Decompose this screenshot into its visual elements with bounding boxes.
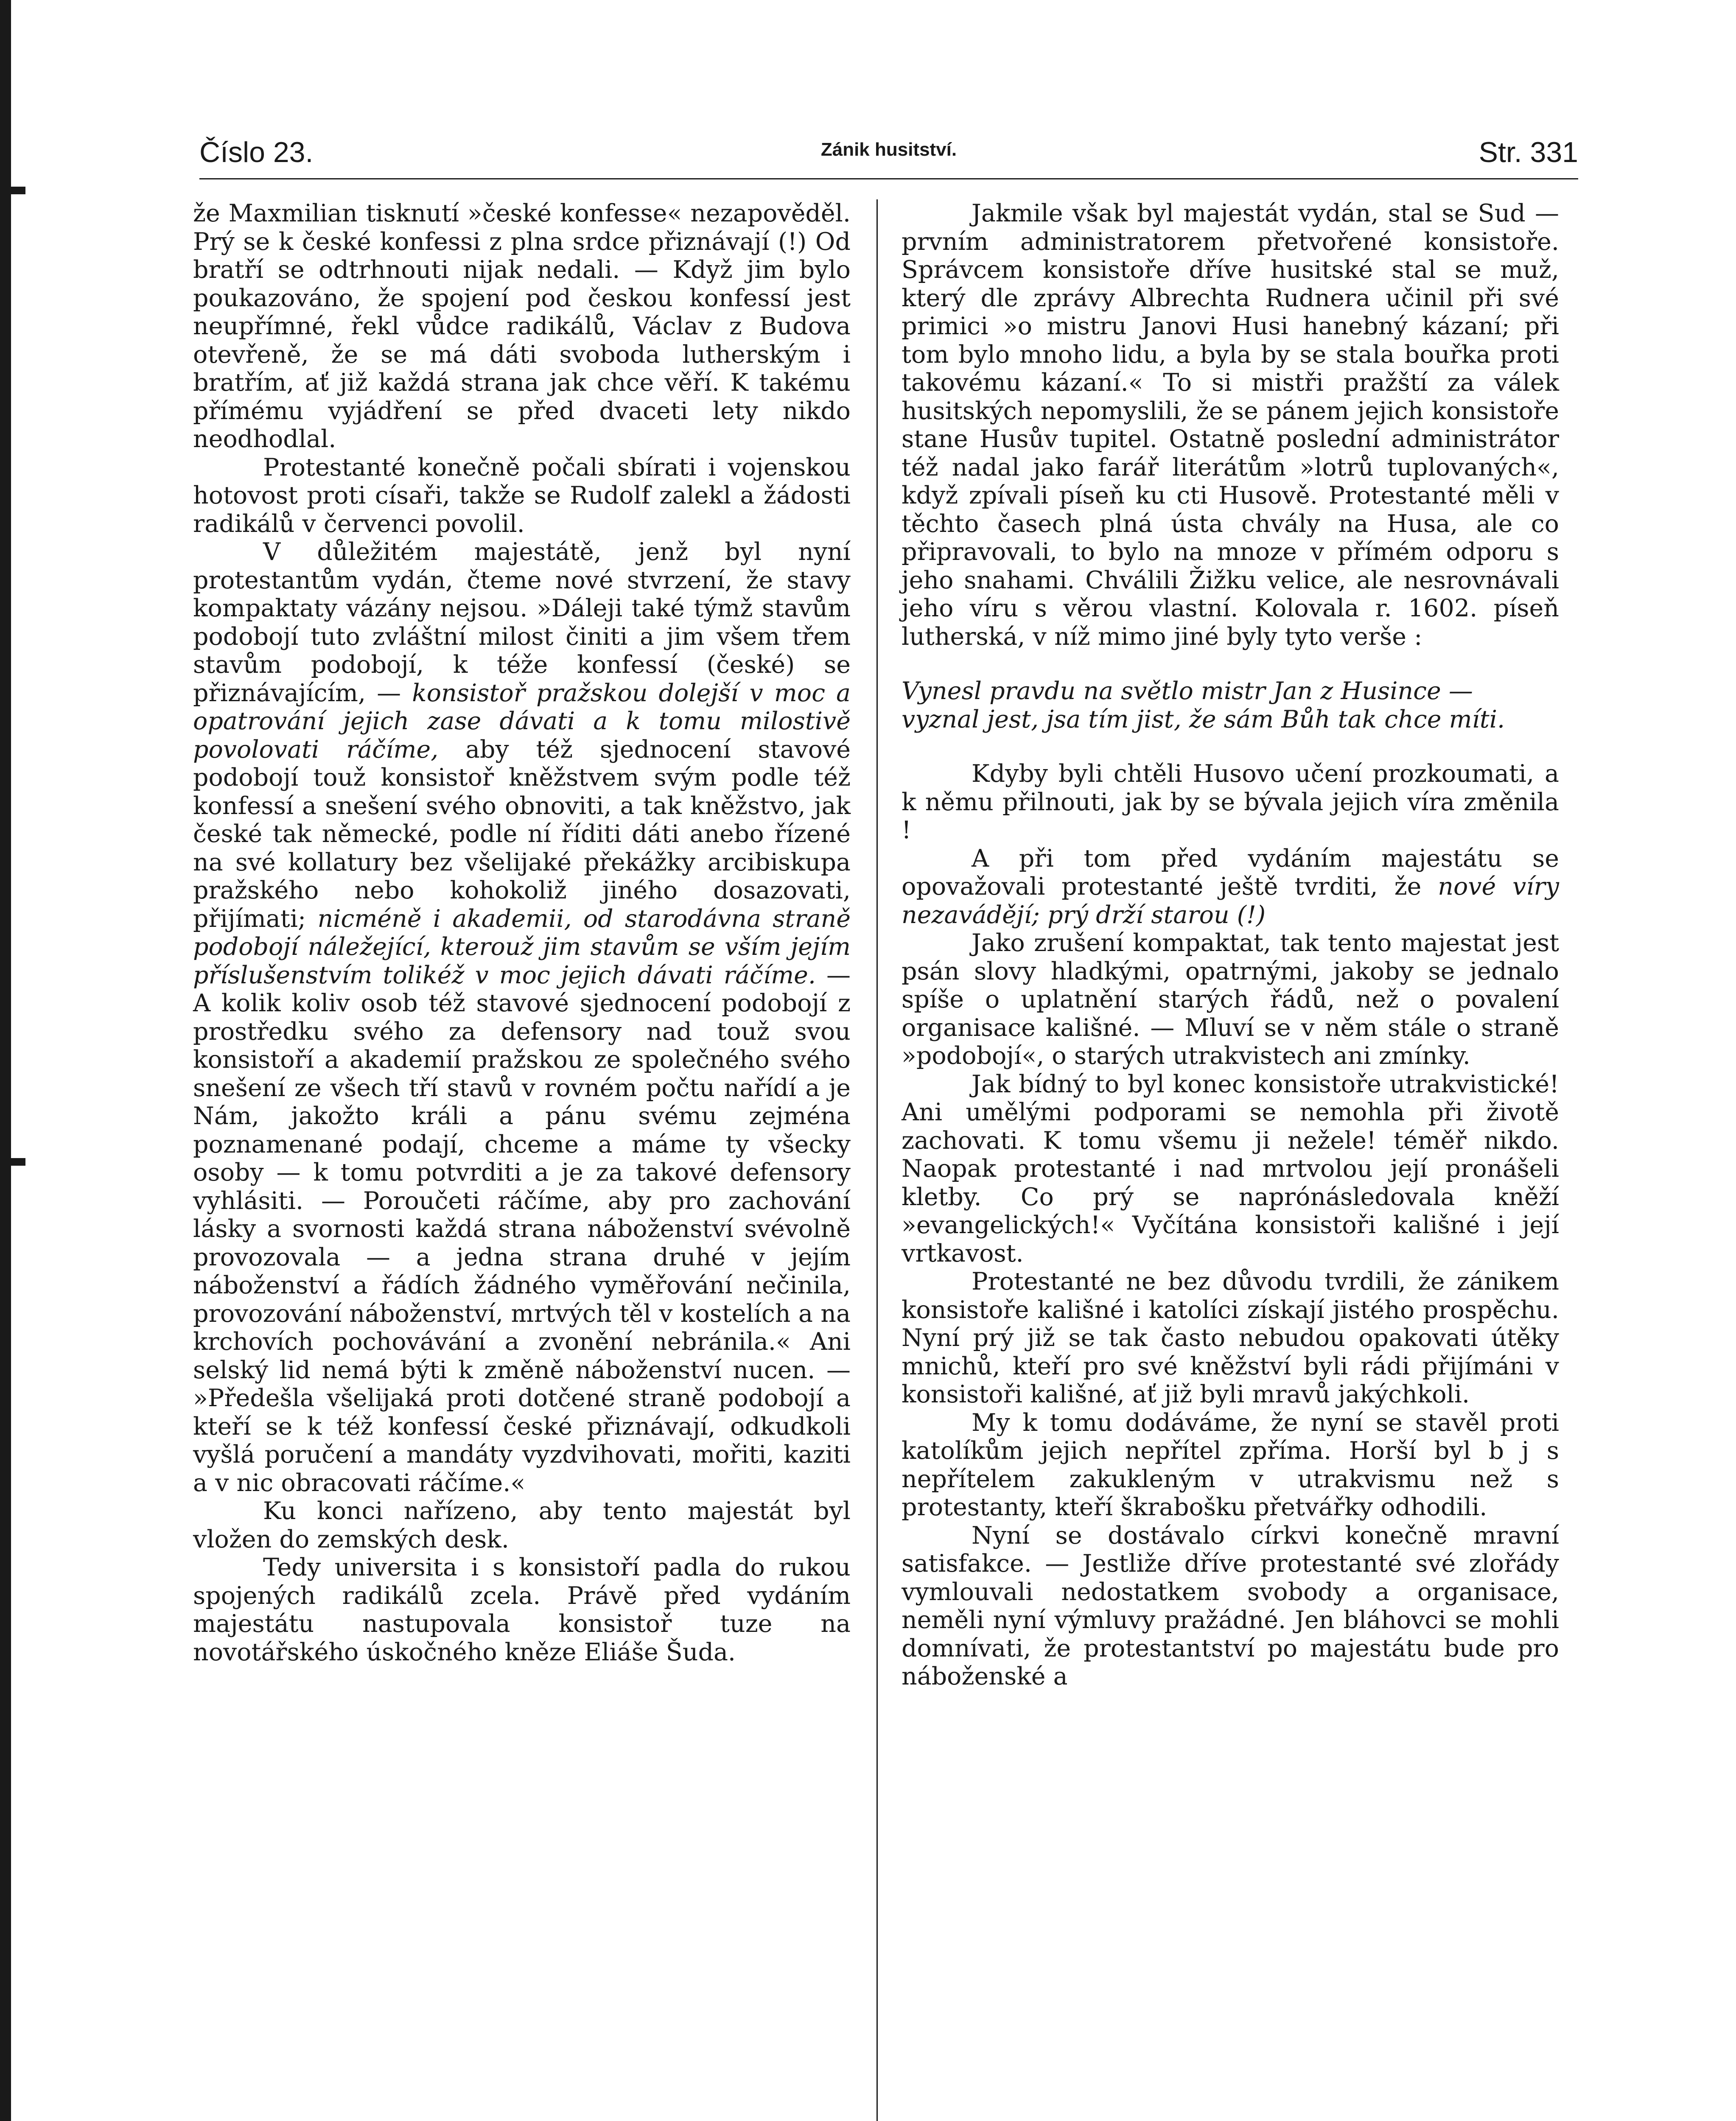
paragraph-text: V důležitém majestátě, jenž byl nyní protestantům vydán, čteme nové stvrzení, že stavy kompaktaty vázány nejsou. »Dáleji také týmž stavům podobojí tuto zvláštní milost činiti a jim všem třem stavům podobojí, k téže konfessí (české) se přiznávajícím, — bbox=[193, 538, 851, 707]
paragraph: Jak bídný to byl konec konsistoře utrakvistické! Ani umělými podporami se nemohla při životě zachovati. K tomu všemu ji nežele! téměř nikdo. Naopak protestanté i nad mrtvolou její pronášeli kletby. Co prý se naprónásledovala kněží »evangelických!« Vyčítána konsistoři kališné i její vrtkavost. bbox=[902, 1070, 1559, 1268]
paragraph: Tedy universita i s konsistoří padla do rukou spojených radikálů zcela. Právě před vydáním majestátu nastupovala konsistoř tuze na novotářského úskočného kněze Eliáše Šuda. bbox=[193, 1553, 851, 1666]
verse-line: Vynesl pravdu na světlo mistr Jan z Husince — bbox=[902, 677, 1473, 705]
running-header bbox=[199, 136, 1578, 182]
verse-line: vyznal jest, jsa tím jist, že sám Bůh tak chce míti. bbox=[902, 705, 1505, 733]
paragraph: Nyní se dostávalo církvi konečně mravní satisfakce. — Jestliže dříve protestanté své zlořády vymlouvali nedostatkem svobody a organisace, neměli nyní výmluvy pražádné. Jen bláhovci se mohli domnívati, že protestantství po majestátu bude pro náboženské a bbox=[902, 1521, 1559, 1690]
paragraph: Kdyby byli chtěli Husovo učení prozkoumati, a k němu přilnouti, jak by se bývala jejich víra změnila ! bbox=[902, 760, 1559, 844]
binding-tick bbox=[0, 1158, 25, 1166]
paragraph-text: A při tom před vydáním majestátu se opovažovali protestanté ještě tvrditi, že bbox=[902, 844, 1559, 901]
italic-quote: nicméně i akademii, od starodávna straně podobojí náležející, kterouž jim stavům se vším jejím příslušenstvím tolikéž v moc jejich dávati ráčíme. bbox=[193, 904, 851, 989]
paragraph: Jako zrušení kompaktat, tak tento majestat jest psán slovy hladkými, opatrnými, jakoby se jednalo spíše o uplatnění starých řádů, než o povalení organisace kališné. — Mluví se v něm stále o straně »podobojí«, o starých utrakvistech ani zmínky. bbox=[902, 929, 1559, 1070]
header-rule bbox=[199, 178, 1578, 179]
page-number: Str. 331 bbox=[1478, 136, 1578, 168]
paragraph bbox=[902, 845, 1559, 929]
binding-tick bbox=[0, 187, 25, 194]
paragraph: Jakmile však byl majestát vydán, stal se Sud — prvním administratorem přetvořené konsistoře. Správcem konsistoře dříve husitské stal se muž, který dle zprávy Albrechta Rudnera učinil při své primici »o mistru Janovi Husi hanebný kázaní; při tom bylo mnoho lidu, a byla by se stala bouřka proti takovému kázaní.« To si mistři pražští za válek husitských nepomyslili, že se pánem jejich konsistoře stane Husův tupitel. Ostatně poslední administrátor též nadal jako farář literátům »lotrů tuplovaných«, když zpívali píseň ku cti Husově. Protestanté měli v těchto časech plná ústa chvály na Husa, ale co připravovali, to bylo na mnoze v přímém odporu s jeho snahami. Chválili Žižku velice, ale nesrovnávali jeho víru s věrou vlastní. Kolovala r. 1602. píseň lutherská, v níž mimo jiné byly tyto verše : bbox=[902, 199, 1559, 651]
paragraph: že Maxmilian tisknutí »české konfesse« nezapověděl. Prý se k české konfessi z plna srdce přiznávají (!) Od bratří se odtrhnouti nijak nedali. — Když jim bylo poukazováno, že spojení pod českou konfessí jest neupřímné, řekl vůdce radikálů, Václav z Budova otevřeně, že se má dáti svoboda lutherským i bratřím, ať již každá strana jak chce věří. K takému přímému vyjádření se před dvaceti lety nikdo neodhodlal. bbox=[193, 199, 851, 453]
binding-edge bbox=[0, 0, 11, 2121]
paragraph-text: — A kolik koliv osob též stavové sjednocení podobojí z prostředku svého za defensory nad touž svou konsistoří a akademií pražskou ze společného svého snešení ze všech tří stavů v rovném počtu nařídí a je Nám, jakožto králi a pánu svému zejména poznamenané podají, chceme a máme ty všecky osoby — k tomu potvrditi a je za takové defensory vyhlásiti. — Poroučeti ráčíme, aby pro zachování lásky a svornosti každá strana náboženství svévolně provozovala — a jedna strana druhé v jejím náboženství a řádích žádného vyměřování nečinila, provozování náboženství, mrtvých těl v kostelích a na krchovích pochovávání a zvonění nebránila.« Ani selský lid nemá býti k změně náboženství nucen. — »Předešla všelijaká proti dotčené straně podobojí a kteří se k též konfessí české přiznávají, odkudkoli vyšlá poručení a mandáty vyzdvihovati, mořiti, kaziti a v nic obracovati ráčíme.« bbox=[193, 961, 851, 1497]
italic-quote: konsistoř pražskou dolejší v moc a opatrování jejich zase dávati a k tomu milostivě povolovati ráčíme, bbox=[193, 679, 851, 764]
issue-number: Číslo 23. bbox=[199, 136, 314, 168]
paragraph: Ku konci nařízeno, aby tento majestát byl vložen do zemských desk. bbox=[193, 1497, 851, 1553]
paragraph: My k tomu dodáváme, že nyní se stavěl proti katolíkům jejich nepřítel zpříma. Horší byl b j s nepřítelem zakukleným v utrakvismu než s protestanty, kteří škrabošku přetvářky odhodili. bbox=[902, 1408, 1559, 1521]
paragraph: Protestanté konečně počali sbírati i vojenskou hotovost proti císaři, takže se Rudolf zalekl a žádosti radikálů v červenci povolil. bbox=[193, 453, 851, 538]
column-divider bbox=[876, 199, 878, 2121]
running-title: Zánik husitství. bbox=[820, 139, 957, 160]
right-column bbox=[902, 199, 1559, 1691]
paragraph-text: aby též sjednocení stavové podobojí touž konsistoř kněžstvem svým podle též konfessí a snešení svého obnoviti, a tak kněžstvo, jak české tak německé, podle ní říditi dáti anebo řízené na své kollatury bez všelijaké překážky arcibiskupa pražského nebo kohokoliž jiného dosazovati, přijímati; bbox=[193, 735, 851, 933]
paragraph bbox=[193, 538, 851, 1497]
verse-quote bbox=[902, 677, 1559, 733]
paragraph: Protestanté ne bez důvodu tvrdili, že zánikem konsistoře kališné i katolíci získají jistého prospěchu. Nyní prý již se tak často nebudou opakovati útěky mnichů, kteří pro své kněžství byli rádi přijímáni v konsistoři kališné, ať již byli mravů jakýchkoli. bbox=[902, 1268, 1559, 1408]
left-column bbox=[193, 199, 851, 1666]
italic-quote: nové víry nezavádějí; prý drží starou (!) bbox=[902, 873, 1560, 929]
